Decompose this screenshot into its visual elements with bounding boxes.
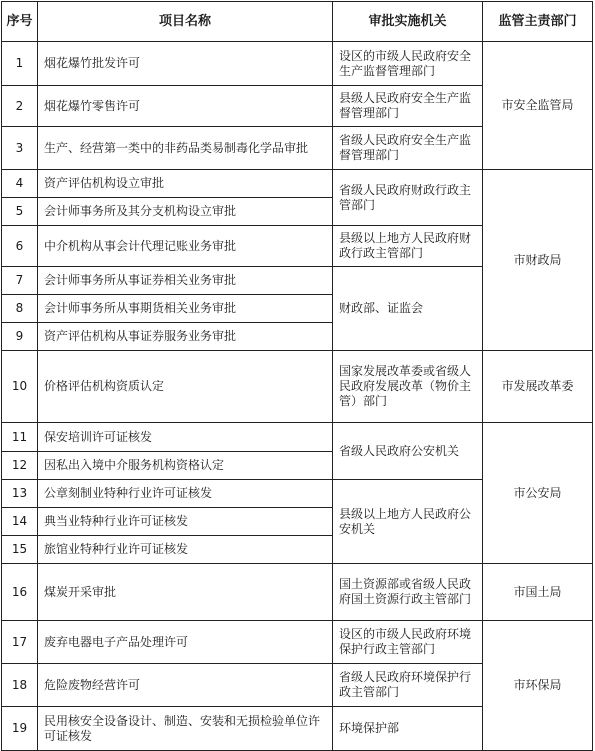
- row-name: 价格评估机构资质认定: [38, 351, 333, 423]
- header-dept: 监管主责部门: [483, 2, 593, 42]
- row-authority: 县级以上地方人民政府财政行政主管部门: [333, 226, 483, 267]
- row-name: 民用核安全设备设计、制造、安装和无损检验单位许可证核发: [38, 707, 333, 751]
- row-authority: 国土资源部或省级人民政府国土资源行政主管部门: [333, 564, 483, 621]
- row-seq: 15: [2, 536, 38, 564]
- row-authority: 县级以上地方人民政府公安机关: [333, 480, 483, 564]
- row-authority: 省级人民政府安全生产监督管理部门: [333, 127, 483, 170]
- row-seq: 6: [2, 226, 38, 267]
- row-seq: 7: [2, 267, 38, 295]
- row-seq: 16: [2, 564, 38, 621]
- row-name: 资产评估机构从事证券服务业务审批: [38, 323, 333, 351]
- row-seq: 19: [2, 707, 38, 751]
- row-seq: 17: [2, 621, 38, 664]
- approval-items-table: [1, 1, 593, 751]
- row-name: 中介机构从事会计代理记账业务审批: [38, 226, 333, 267]
- row-seq: 11: [2, 423, 38, 452]
- row-seq: 10: [2, 351, 38, 423]
- row-dept: 市发展改革委: [483, 351, 593, 423]
- row-dept: 市公安局: [483, 423, 593, 564]
- row-authority: 设区的市级人民政府安全生产监督管理部门: [333, 42, 483, 86]
- row-seq: 14: [2, 508, 38, 536]
- row-authority: 环境保护部: [333, 707, 483, 751]
- row-seq: 2: [2, 86, 38, 127]
- row-name: 生产、经营第一类中的非药品类易制毒化学品审批: [38, 127, 333, 170]
- row-name: 废弃电器电子产品处理许可: [38, 621, 333, 664]
- row-name: 因私出入境中介服务机构资格认定: [38, 452, 333, 480]
- row-seq: 18: [2, 664, 38, 707]
- row-seq: 4: [2, 170, 38, 198]
- row-name: 会计师事务所从事证券相关业务审批: [38, 267, 333, 295]
- row-name: 会计师事务所及其分支机构设立审批: [38, 198, 333, 226]
- header-name: 项目名称: [38, 2, 333, 42]
- header-authority: 审批实施机关: [333, 2, 483, 42]
- row-name: 会计师事务所从事期货相关业务审批: [38, 295, 333, 323]
- header-row: [2, 2, 593, 42]
- header-seq: 序号: [2, 2, 38, 42]
- row-name: 烟花爆竹批发许可: [38, 42, 333, 86]
- table-row: [2, 170, 593, 198]
- row-dept: 市环保局: [483, 621, 593, 751]
- row-authority: 县级人民政府安全生产监督管理部门: [333, 86, 483, 127]
- row-authority: 设区的市级人民政府环境保护行政主管部门: [333, 621, 483, 664]
- row-authority: 省级人民政府财政行政主管部门: [333, 170, 483, 226]
- row-authority: 省级人民政府环境保护行政主管部门: [333, 664, 483, 707]
- row-name: 保安培训许可证核发: [38, 423, 333, 452]
- table-row: [2, 621, 593, 664]
- row-authority: 财政部、证监会: [333, 267, 483, 351]
- row-dept: 市国土局: [483, 564, 593, 621]
- row-name: 危险废物经营许可: [38, 664, 333, 707]
- table-row: [2, 42, 593, 86]
- row-seq: 9: [2, 323, 38, 351]
- table-row: [2, 351, 593, 423]
- row-seq: 13: [2, 480, 38, 508]
- row-dept: 市安全监管局: [483, 42, 593, 170]
- row-name: 资产评估机构设立审批: [38, 170, 333, 198]
- table-row: [2, 423, 593, 452]
- row-name: 公章刻制业特种行业许可证核发: [38, 480, 333, 508]
- table-row: [2, 564, 593, 621]
- row-seq: 3: [2, 127, 38, 170]
- row-name: 旅馆业特种行业许可证核发: [38, 536, 333, 564]
- row-seq: 8: [2, 295, 38, 323]
- row-seq: 12: [2, 452, 38, 480]
- row-seq: 1: [2, 42, 38, 86]
- row-authority: 国家发展改革委或省级人民政府发展改革（物价主管）部门: [333, 351, 483, 423]
- row-authority: 省级人民政府公安机关: [333, 423, 483, 480]
- row-name: 烟花爆竹零售许可: [38, 86, 333, 127]
- row-name: 典当业特种行业许可证核发: [38, 508, 333, 536]
- row-name: 煤炭开采审批: [38, 564, 333, 621]
- row-seq: 5: [2, 198, 38, 226]
- row-dept: 市财政局: [483, 170, 593, 351]
